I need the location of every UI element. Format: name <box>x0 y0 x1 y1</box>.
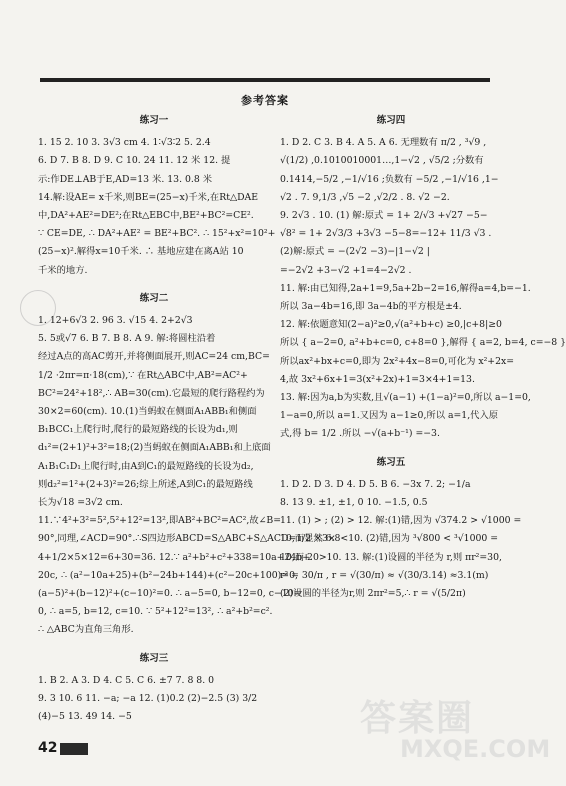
answer-line: √(1/2) ,0.1010010001…,1−√2 , √5/2 ;分数有 <box>280 155 484 167</box>
answer-line: (25−x)².解得x=10千米. ∴ 基地应建在离A站 10 <box>38 246 244 258</box>
watermark-url: MXQE.COM <box>400 735 551 763</box>
answer-line: (a−5)²+(b−12)²+(c−10)²=0. ∴ a−5=0, b−12=0, c−10= <box>38 588 302 600</box>
answer-line: 4,故 3x²+6x+1=3(x²+2x)+1=3×4+1=13. <box>280 373 475 385</box>
answer-line: 则d₂²=1²+(2+3)²=26;综上所述,A到C₁的最短路线 <box>38 478 253 490</box>
answer-line: 所以ax²+bx+c=0,即为 2x²+4x−8=0,可化为 x²+2x= <box>280 355 515 367</box>
answer-line: 所以 3a−4b=16,即 3a−4b的平方根是±4. <box>280 301 462 313</box>
answer-line: (2)解:原式 = −(2√2 −3)−|1−√2 | <box>280 246 430 258</box>
answer-line: 1/2 ·2πr=π·18(cm),∵ 在Rt△ABC中,AB²=AC²+ <box>38 369 248 381</box>
answer-line: 示:作DE⊥AB于E,AD=13 米. 13. 0.8 米 <box>38 173 213 185</box>
answer-line: =−2√2 +3−√2 +1=4−2√2 . <box>280 264 412 276</box>
answer-line: 90°,同理,∠ACD=90°.∴S四边形ABCD=S△ABC+S△ACD=1/2 ×3× <box>38 533 336 545</box>
answer-line: B₁BCC₁上爬行时,爬行的最短路线的长设为d₁,则 <box>38 424 238 436</box>
section-exercise-1 <box>38 112 276 280</box>
answer-line: r² = 30/π , r = √(30/π) ≈ √(30/3.14) ≈3.1(m) <box>280 569 489 581</box>
answer-line: 经过A点的高AC剪开,并将侧面展开,则AC=24 cm,BC= <box>38 351 270 363</box>
answer-line: √2 . 7. 9,1/3 ,√5 −2 ,√2/2 . 8. √2 −2. <box>280 191 450 203</box>
answer-line: 1. D 2. C 3. B 4. A 5. A 6. 无理数有 π/2 , ³√9 , <box>280 137 487 149</box>
answer-line: 20c, ∴ (a²−10a+25)+(b²−24b+144)+(c²−20c+100)=0, <box>38 569 298 581</box>
answer-line: 1−a=0,所以 a=1.又因为 a−1≥0,所以 a=1,代入原 <box>280 410 499 422</box>
answer-line: 9. 2√3 . 10. (1) 解:原式 = 1+ 2/√3 +√27 −5− <box>280 210 488 222</box>
answer-line: d₁²=(2+1)²+3²=18;(2)当蚂蚁在侧面A₁ABB₁和上底面 <box>38 442 271 454</box>
answer-line: 9. 3 10. 6 11. −a; −a 12. (1)0.2 (2)−2.5 (3) 3/2 <box>38 693 258 705</box>
answer-line: 式,得 b= 1/2 .所以 −√(a+b⁻¹) =−3. <box>280 428 440 440</box>
section-title: 练习三 <box>139 652 169 664</box>
answer-line: (2)设圆的半径为r,则 2πr²=5,∴ r = √(5/2π) <box>280 588 466 600</box>
top-rule <box>40 78 490 82</box>
answer-line: A₁B₁C₁D₁上爬行时,由A到C₁的最短路线的长设为d₂, <box>38 460 254 472</box>
left-column <box>38 110 336 727</box>
answer-line: 1. 15 2. 10 3. 3√3 cm 4. 1∶√3∶2 5. 2.4 <box>38 137 211 149</box>
answer-line: 10,而显然 6.8<10. (2)错,因为 ³√800 < ³√1000 = <box>280 533 499 545</box>
answer-line: 0.1414,−5/2 ,−1/√16 ;负数有 −5/2 ,−1/√16 ,1− <box>280 173 499 185</box>
section-title: 练习四 <box>376 115 406 126</box>
answer-line: ∴ △ABC为直角三角形. <box>38 624 134 636</box>
answer-line: 11. 解:由已知得,2a+1=9,5a+2b−2=16,解得a=4,b=−1. <box>280 282 531 294</box>
watermark-logo: 答案圈 <box>360 698 475 739</box>
answer-line: 千米的地方. <box>38 264 88 276</box>
answer-line: 0, ∴ a=5, b=12, c=10. ∵ 5²+12²=13², ∴ a²+b²=c². <box>38 606 273 618</box>
answer-line: ∵ CE=DE, ∴ DA²+AE² = BE²+BC². ∴ 15²+x²=10²+ <box>38 228 276 240</box>
section-exercise-4 <box>280 112 566 444</box>
answer-line: 中,DA²+AE²=DE²;在Rt△EBC中,BE²+BC²=CE². <box>38 210 254 222</box>
page-number: 42 <box>38 740 58 756</box>
section-exercise-2 <box>38 290 336 640</box>
answer-line: BC²=24²+18²,∴ AB=30(cm).它最短的爬行路程约为 <box>38 387 265 399</box>
answer-line: 5. 5或√7 6. B 7. B 8. A 9. 解:将圆柱沿着 <box>38 333 216 345</box>
answer-line: 13. 解:因为a,b为实数,且√(a−1) +(1−a)²=0,所以 a−1=0, <box>280 392 531 404</box>
section-title: 练习五 <box>376 456 406 468</box>
page-number-bar <box>60 743 88 755</box>
answer-line: 1. B 2. A 3. D 4. C 5. C 6. ±7 7. 8 8. 0 <box>38 674 215 686</box>
section-title: 练习一 <box>139 115 169 126</box>
answer-line: 6. D 7. B 8. D 9. C 10. 24 11. 12 米 12. 提 <box>38 155 231 167</box>
answer-line: 长为√18 =3√2 cm. <box>38 497 123 509</box>
answer-line: 14.解:设AE= x千米,则BE=(25−x)千米,在Rt△DAE <box>38 191 259 203</box>
answer-line: 1. 12+6√3 2. 96 3. √15 4. 2+2√3 <box>38 315 193 327</box>
section-exercise-3 <box>38 650 270 727</box>
page-title: 参考答案 <box>241 94 289 107</box>
answer-line: 1. D 2. D 3. D 4. D 5. B 6. −3x 7. 2; −1/a <box>280 478 471 490</box>
answer-line: √8² = 1+ 2√3/3 +3√3 −5−8=−12+ 11/3 √3 . <box>280 228 492 240</box>
answer-line: 所以 { a−2=0, a²+b+c=0, c+8=0 },解得 { a=2, b=4, c=−8 } <box>280 337 566 349</box>
section-title: 练习二 <box>139 292 169 304</box>
answer-line: 30×2=60(cm). 10.(1)当蚂蚁在侧面A₁ABB₁和侧面 <box>38 406 257 418</box>
answer-line: 11. (1) > ; (2) > 12. 解:(1)错,因为 √374.2 > √1000 = <box>280 515 522 527</box>
answer-line: 4+1/2×5×12=6+30=36. 12.∵ a²+b²+c²+338=10a+24b+ <box>38 551 311 563</box>
section-exercise-5 <box>280 454 522 604</box>
right-column <box>280 110 566 603</box>
answer-line: 11.∵4²+3²=5²,5²+12²=13²,即AB²+BC²=AC²,故∠B= <box>38 515 282 527</box>
answer-line: 10,而 20>10. 13. 解:(1)设圆的半径为 r,则 πr²=30, <box>280 551 502 563</box>
answer-line: 8. 13 9. ±1, ±1, 0 10. −1.5, 0.5 <box>280 497 428 509</box>
answer-line: (4)−5 13. 49 14. −5 <box>38 711 132 723</box>
answer-line: 12. 解:依题意知(2−a)²≥0,√(a²+b+c) ≥0,|c+8|≥0 <box>280 319 502 331</box>
